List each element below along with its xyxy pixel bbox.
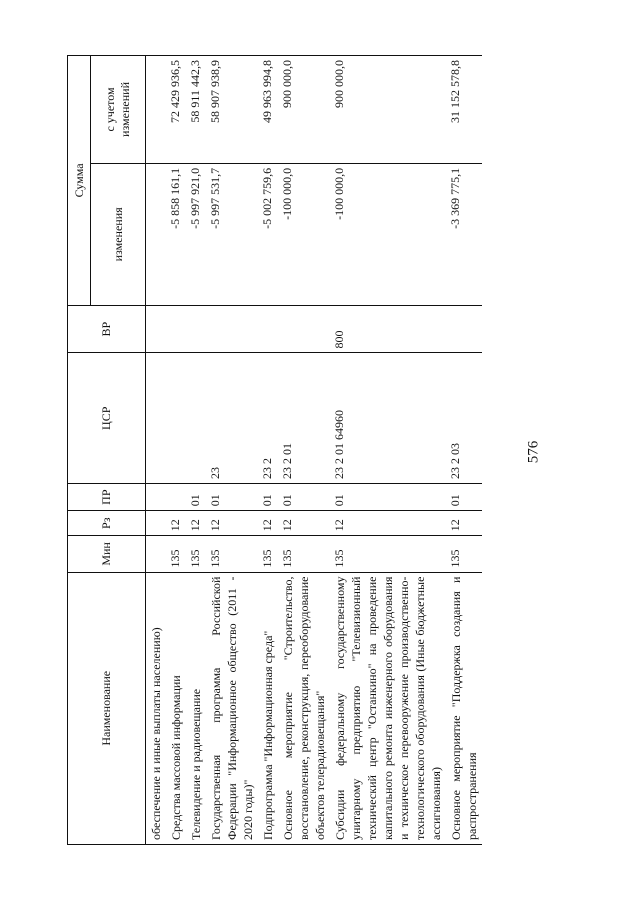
cell-pr: 01 (206, 484, 258, 511)
cell-min: 135 (206, 536, 258, 572)
cell-name: Подпрограмма "Информационная среда" (258, 572, 278, 844)
header-csr: ЦСР (68, 353, 146, 484)
cell-pr: 01 (446, 484, 482, 511)
cell-name: Государственная программа Российской Федерации "Информационное общество (2011 - 2020 годы)" (206, 572, 258, 844)
cell-changes (146, 163, 167, 305)
cell-min: 135 (278, 536, 330, 572)
cell-changes: -5 997 531,7 (206, 163, 258, 305)
cell-min: 135 (258, 536, 278, 572)
cell-csr: 23 2 01 64960 (330, 353, 446, 484)
header-with-changes: с учетом изменений (91, 56, 146, 164)
cell-changes: -100 000,0 (278, 163, 330, 305)
cell-csr (146, 353, 167, 484)
cell-rz: 12 (330, 511, 446, 536)
cell-rz (146, 511, 167, 536)
cell-total: 49 963 994,8 (258, 56, 278, 164)
cell-csr: 23 2 (258, 353, 278, 484)
cell-rz: 12 (446, 511, 482, 536)
cell-total: 72 429 936,5 (166, 56, 186, 164)
cell-name: обеспечение и иные выплаты населению) (146, 572, 167, 844)
table-row (278, 56, 330, 845)
cell-vr (278, 305, 330, 353)
header-name: Наименование (68, 572, 146, 844)
cell-rz: 12 (166, 511, 186, 536)
cell-changes: -3 369 775,1 (446, 163, 482, 305)
cell-min: 135 (446, 536, 482, 572)
cell-rz: 12 (278, 511, 330, 536)
cell-csr: 23 2 03 (446, 353, 482, 484)
page-number: 576 (525, 440, 542, 464)
cell-name: Основное мероприятие "Строительство, восстановление, реконструкция, переоборудование объектов телерадиовещания" (278, 572, 330, 844)
budget-table-container (67, 55, 587, 845)
cell-changes: -100 000,0 (330, 163, 446, 305)
table-row (258, 56, 278, 845)
cell-pr (146, 484, 167, 511)
cell-vr (186, 305, 206, 353)
cell-min: 135 (330, 536, 446, 572)
cell-rz: 12 (258, 511, 278, 536)
cell-csr: 23 (206, 353, 258, 484)
cell-total: 900 000,0 (330, 56, 446, 164)
cell-pr: 01 (186, 484, 206, 511)
cell-total (146, 56, 167, 164)
header-changes: изменения (91, 163, 146, 305)
cell-vr: 800 (330, 305, 446, 353)
header-pr: ПР (68, 484, 146, 511)
cell-changes: -5 858 161,1 (166, 163, 186, 305)
cell-pr: 01 (278, 484, 330, 511)
cell-rz: 12 (206, 511, 258, 536)
table-row (206, 56, 258, 845)
table-row (186, 56, 206, 845)
table-row (330, 56, 446, 845)
cell-vr (146, 305, 167, 353)
header-min: Мин (68, 536, 146, 572)
cell-name: Субсидии федеральному государственному унитарному предприятию "Телевизионный технический центр "Останкино" на проведение капитального ремонта инженерного оборудования и техническое перевооружение производственно-технологического оборудования (Иные бюджетные ассигнования) (330, 572, 446, 844)
cell-name: Телевидение и радиовещание (186, 572, 206, 844)
cell-csr: 23 2 01 (278, 353, 330, 484)
cell-changes: -5 002 759,6 (258, 163, 278, 305)
table-row (446, 56, 482, 845)
table-row (166, 56, 186, 845)
cell-csr (166, 353, 186, 484)
cell-pr: 01 (258, 484, 278, 511)
cell-total: 58 911 442,3 (186, 56, 206, 164)
cell-rz: 12 (186, 511, 206, 536)
cell-vr (206, 305, 258, 353)
cell-pr (166, 484, 186, 511)
cell-vr (166, 305, 186, 353)
cell-min (146, 536, 167, 572)
table-row (146, 56, 167, 845)
cell-csr (186, 353, 206, 484)
cell-name: Средства массовой информации (166, 572, 186, 844)
cell-min: 135 (166, 536, 186, 572)
cell-vr (446, 305, 482, 353)
cell-total: 58 907 938,9 (206, 56, 258, 164)
cell-changes: -5 997 921,0 (186, 163, 206, 305)
cell-total: 900 000,0 (278, 56, 330, 164)
header-rz: Рз (68, 511, 146, 536)
cell-min: 135 (186, 536, 206, 572)
cell-vr (258, 305, 278, 353)
budget-table (67, 55, 482, 845)
cell-name: Основное мероприятие "Поддержка создания и распространения (446, 572, 482, 844)
header-sum: Сумма (68, 56, 91, 306)
header-vr: ВР (68, 305, 146, 353)
cell-pr: 01 (330, 484, 446, 511)
cell-total: 31 152 578,8 (446, 56, 482, 164)
